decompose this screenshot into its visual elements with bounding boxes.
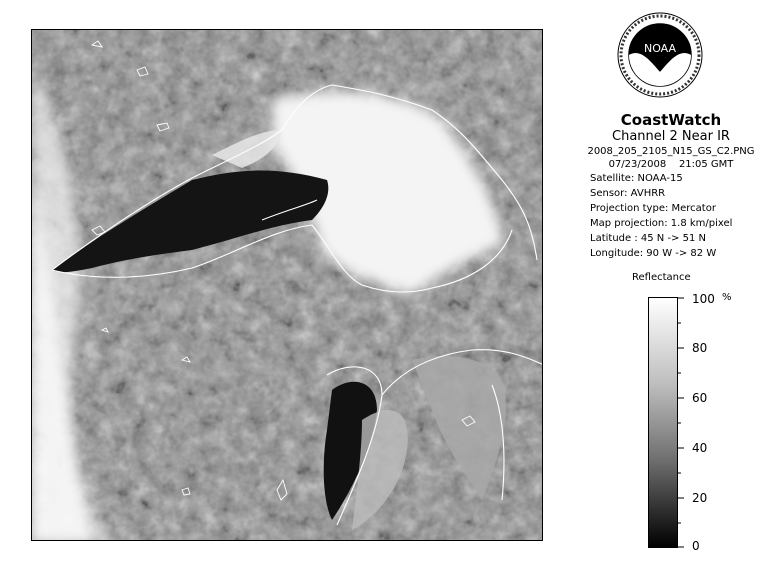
info-panel: [560, 112, 782, 261]
meta-longitude: Longitude: 90 W -> 82 W: [590, 248, 717, 259]
colorbar-tick-40: 40: [692, 441, 708, 455]
meta-projection-type: Projection type: Mercator: [590, 203, 716, 214]
channel-label: Channel 2 Near IR: [612, 129, 730, 144]
product-title: CoastWatch: [620, 111, 722, 129]
colorbar: [648, 297, 678, 548]
meta-satellite: Satellite: NOAA-15: [590, 173, 683, 184]
meta-map-projection: Map projection: 1.8 km/pixel: [590, 218, 733, 229]
meta-sensor: Sensor: AVHRR: [590, 188, 666, 199]
time-text: 21:05 GMT: [678, 159, 734, 170]
noaa-logo-text: NOAA: [643, 42, 677, 55]
noaa-logo: [617, 12, 703, 98]
colorbar-tick-100: 100: [692, 292, 715, 306]
colorbar-tick-marks: [678, 297, 692, 548]
date-time: [560, 158, 782, 171]
date-text: 07/23/2008: [608, 159, 667, 170]
colorbar-tick-80: 80: [692, 341, 708, 355]
satellite-image-svg: [32, 30, 543, 541]
colorbar-tick-20: 20: [692, 491, 708, 505]
meta-latitude: Latitude : 45 N -> 51 N: [590, 233, 706, 244]
colorbar-unit: %: [722, 292, 732, 303]
file-name: 2008_205_2105_N15_GS_C2.PNG: [587, 146, 755, 157]
noaa-logo-graphic: [617, 12, 703, 98]
colorbar-tick-0: 0: [692, 539, 700, 553]
colorbar-tick-60: 60: [692, 391, 708, 405]
colorbar-title: Reflectance: [632, 272, 691, 283]
colorbar-ticks: [678, 292, 758, 553]
satellite-image: [31, 29, 543, 541]
